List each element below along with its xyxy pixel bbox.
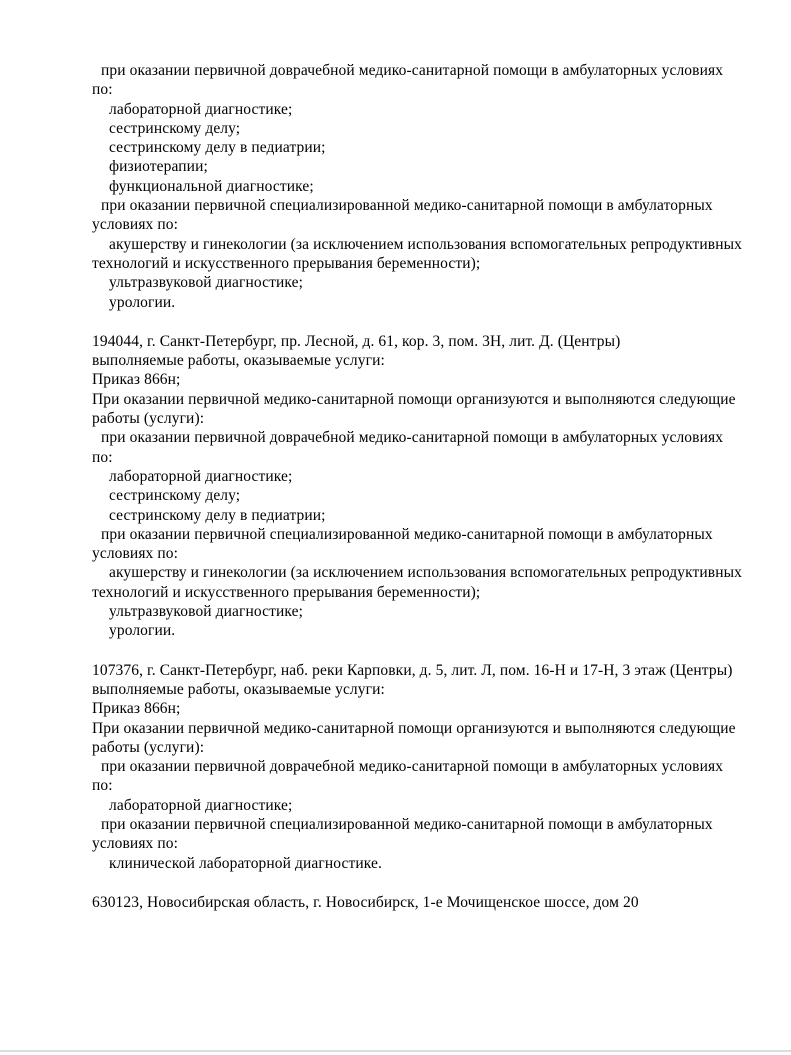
text-line: Приказ 866н; <box>92 371 181 389</box>
text-line: клинической лабораторной диагностике. <box>109 854 382 872</box>
text-line: физиотерапии; <box>109 158 208 176</box>
text-line: акушерству и гинекологии (за исключением использования вспомогательных репродуктивных <box>109 235 742 253</box>
text-line: 630123, Новосибирская область, г. Новосибирск, 1-е Мочищенское шоссе, дом 20 <box>92 893 639 911</box>
text-line: при оказании первичной доврачебной медико-санитарной помощи в амбулаторных условиях <box>101 758 724 776</box>
text-line: работы (услуги): <box>92 738 205 756</box>
text-line: условиях по: <box>92 216 179 234</box>
text-line: 194044, г. Санкт-Петербург, пр. Лесной, д. 61, кор. 3, пом. 3Н, лит. Д. (Центры) <box>92 332 621 350</box>
text-line: технологий и искусственного прерывания беременности); <box>92 583 481 601</box>
text-line: технологий и искусственного прерывания беременности); <box>92 254 481 272</box>
text-line: условиях по: <box>92 835 179 853</box>
text-line: 107376, г. Санкт-Петербург, наб. реки Карповки, д. 5, лит. Л, пом. 16-Н и 17-Н, 3 этаж (Центры) <box>92 661 733 679</box>
text-line: сестринскому делу в педиатрии; <box>109 139 326 157</box>
text-line: функциональной диагностике; <box>109 177 314 195</box>
text-line: лабораторной диагностике; <box>109 100 293 118</box>
text-line: акушерству и гинекологии (за исключением использования вспомогательных репродуктивных <box>109 564 742 582</box>
text-line: сестринскому делу; <box>109 487 241 505</box>
footer-divider <box>0 1050 791 1052</box>
text-line: при оказании первичной специализированной медико-санитарной помощи в амбулаторных <box>101 815 713 833</box>
text-line: урологии. <box>109 293 176 311</box>
text-line: лабораторной диагностике; <box>109 796 293 814</box>
text-line: при оказании первичной доврачебной медико-санитарной помощи в амбулаторных условиях <box>101 62 724 79</box>
text-line: При оказании первичной медико-санитарной помощи организуются и выполняются следующие <box>92 390 736 408</box>
text-line: При оказании первичной медико-санитарной помощи организуются и выполняются следующие <box>92 719 736 737</box>
text-line: Приказ 866н; <box>92 700 181 718</box>
text-line: ультразвуковой диагностике; <box>109 274 303 292</box>
text-line: работы (услуги): <box>92 410 205 428</box>
text-line: лабораторной диагностике; <box>109 467 293 485</box>
text-line: выполняемые работы, оказываемые услуги: <box>92 352 385 370</box>
text-line: ультразвуковой диагностике; <box>109 603 303 621</box>
text-line: при оказании первичной специализированной медико-санитарной помощи в амбулаторных <box>101 525 713 543</box>
text-line: сестринскому делу в педиатрии; <box>109 506 326 524</box>
address-block-novosibirsk <box>92 893 749 912</box>
text-line: выполняемые работы, оказываемые услуги: <box>92 680 385 698</box>
text-line: по: <box>92 777 113 795</box>
license-works-continued-block <box>92 61 749 312</box>
text-line: по: <box>92 448 113 466</box>
text-line: сестринскому делу; <box>109 119 241 137</box>
text-line: по: <box>92 81 113 99</box>
address-block-spb-karpovka <box>92 661 749 873</box>
document-body <box>92 61 749 912</box>
text-line: урологии. <box>109 622 176 640</box>
text-line: при оказании первичной доврачебной медико-санитарной помощи в амбулаторных условиях <box>101 429 724 447</box>
text-line: условиях по: <box>92 545 179 563</box>
text-line: при оказании первичной специализированной медико-санитарной помощи в амбулаторных <box>101 197 713 215</box>
address-block-spb-lesnoy <box>92 332 749 641</box>
